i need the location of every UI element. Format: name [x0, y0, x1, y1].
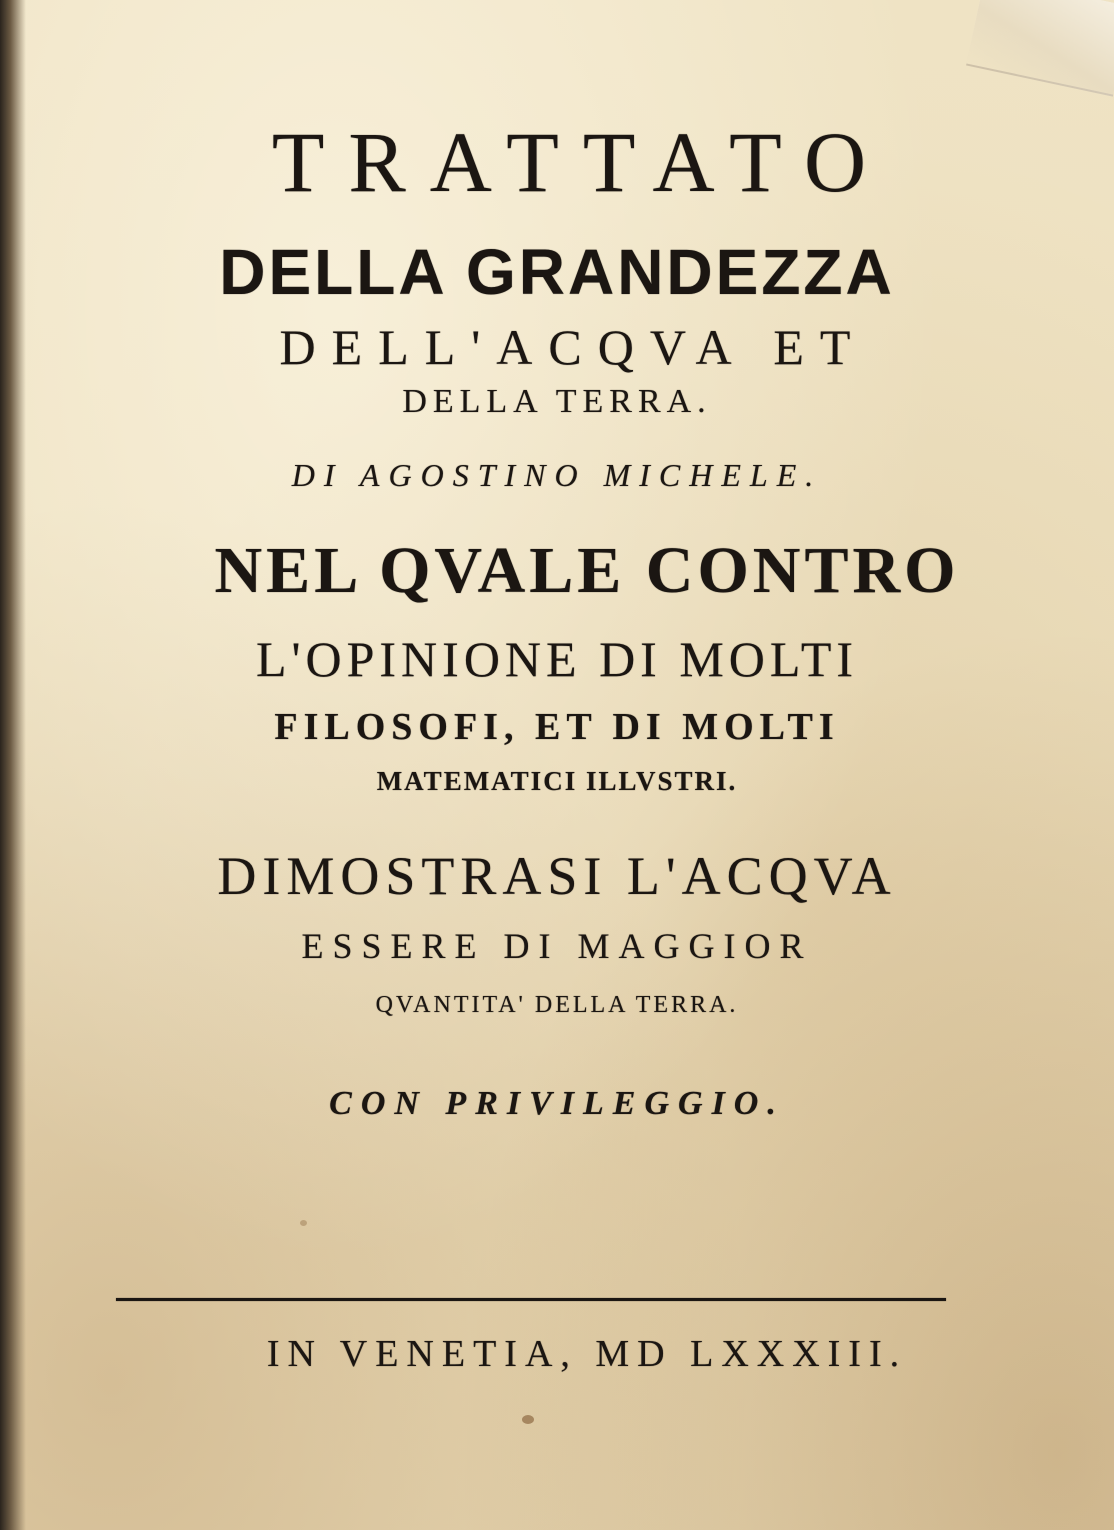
description-line-3: FILOSOFI, ET DI MOLTI — [274, 706, 840, 748]
binding-edge — [0, 0, 26, 1530]
book-title: TRATTATO — [271, 114, 891, 210]
description-line-1: NEL QVALE CONTRO — [214, 534, 960, 607]
subtitle-line-3: DELLA TERRA. — [402, 383, 712, 420]
description-line-4: MATEMATICI ILLVSTRI. — [376, 766, 738, 796]
subtitle-line-1: DELLA GRANDEZZA — [219, 236, 895, 308]
description-line-6: ESSERE DI MAGGIOR — [301, 926, 813, 966]
description-line-2: L'OPINIONE DI MOLTI — [255, 631, 859, 687]
ink-stain — [522, 1415, 534, 1424]
ink-stain — [300, 1220, 307, 1226]
author-line: DI AGOSTINO MICHELE. — [291, 457, 823, 493]
subtitle-line-2: DELL'ACQVA ET — [279, 319, 867, 375]
description-line-7: QVANTITA' DELLA TERRA. — [375, 992, 739, 1018]
privilege-line: CON PRIVILEGGIO. — [329, 1085, 785, 1122]
torn-corner — [966, 0, 1114, 97]
description-line-5: DIMOSTRASI L'ACQVA — [217, 846, 897, 906]
imprint-line: IN VENETIA, MD LXXXIII. — [266, 1333, 908, 1375]
horizontal-rule — [116, 1298, 946, 1301]
